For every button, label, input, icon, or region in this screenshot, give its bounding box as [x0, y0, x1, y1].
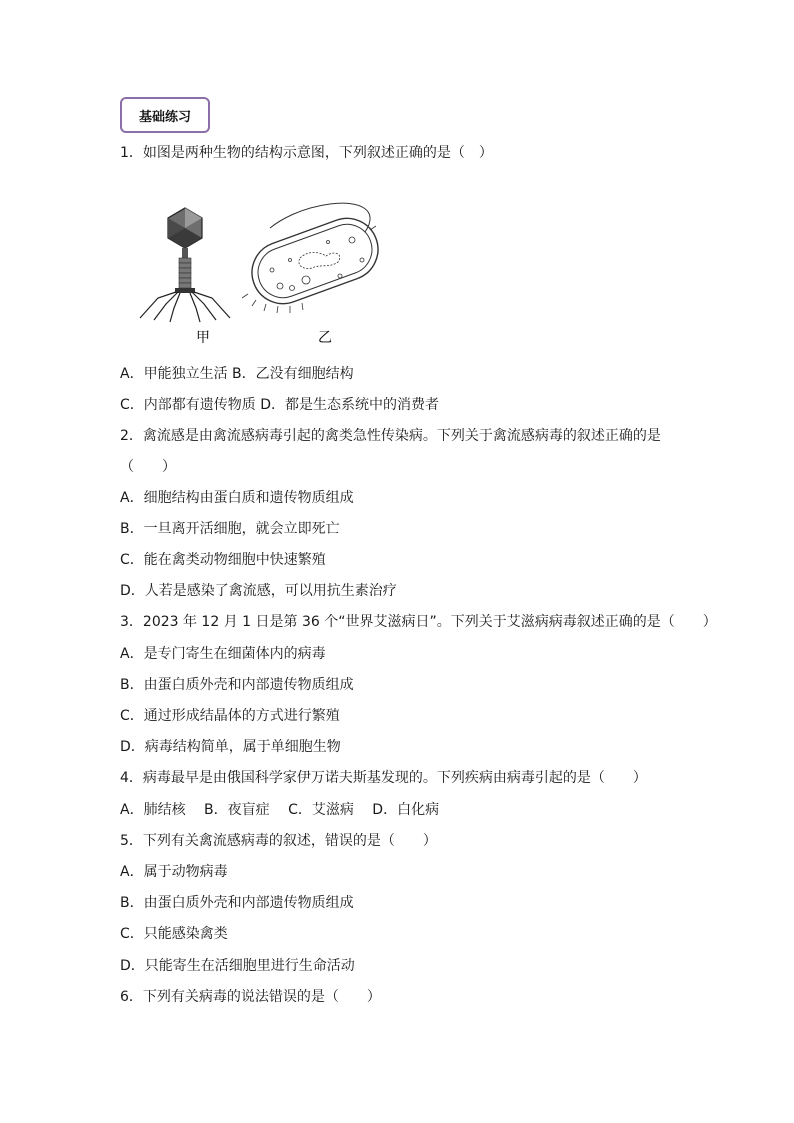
section-title-badge: 基础练习: [120, 97, 210, 133]
question-2-option-d: D．人若是感染了禽流感，可以用抗生素治疗: [120, 583, 397, 599]
question-1-stem: 1．如图是两种生物的结构示意图，下列叙述正确的是（ ）: [120, 145, 493, 161]
figure-label-b: 乙: [318, 330, 332, 346]
question-1-options-ab: A．甲能独立生活 B．乙没有细胞结构: [120, 366, 354, 382]
question-2-bracket: （ ）: [120, 459, 176, 475]
question-5-option-b: B．由蛋白质外壳和内部遗传物质组成: [120, 895, 354, 911]
question-6-stem: 6．下列有关病毒的说法错误的是（ ）: [120, 989, 381, 1005]
question-1-options-cd: C．内部都有遗传物质 D．都是生态系统中的消费者: [120, 397, 440, 413]
question-3-option-d: D．病毒结构简单，属于单细胞生物: [120, 739, 341, 755]
question-5-option-d: D．只能寄生在活细胞里进行生命活动: [120, 958, 355, 974]
question-2-option-a: A．细胞结构由蛋白质和遗传物质组成: [120, 490, 354, 506]
figure-label-a: 甲: [196, 330, 210, 346]
bacterium-icon: [242, 203, 387, 313]
question-2-option-b: B．一旦离开活细胞，就会立即死亡: [120, 521, 340, 537]
question-3-option-c: C．通过形成结晶体的方式进行繁殖: [120, 708, 340, 724]
virus-bacterium-figure: [130, 190, 390, 350]
bacteriophage-icon: [140, 208, 230, 322]
question-5-stem: 5．下列有关禽流感病毒的叙述，错误的是（ ）: [120, 833, 437, 849]
question-4-options: A．肺结核 B．夜盲症 C．艾滋病 D．白化病: [120, 802, 440, 818]
question-5-option-c: C．只能感染禽类: [120, 926, 228, 942]
question-3-stem: 3．2023 年 12 月 1 日是第 36 个“世界艾滋病日”。下列关于艾滋病病毒叙述正确的是（ ）: [120, 614, 717, 630]
question-4-stem: 4．病毒最早是由俄国科学家伊万诺夫斯基发现的。下列疾病由病毒引起的是（ ）: [120, 770, 647, 786]
question-2-stem: 2．禽流感是由禽流感病毒引起的禽类急性传染病。下列关于禽流感病毒的叙述正确的是: [120, 428, 661, 444]
question-3-option-b: B．由蛋白质外壳和内部遗传物质组成: [120, 677, 354, 693]
question-2-option-c: C．能在禽类动物细胞中快速繁殖: [120, 552, 326, 568]
question-3-option-a: A．是专门寄生在细菌体内的病毒: [120, 646, 326, 662]
question-5-option-a: A．属于动物病毒: [120, 864, 228, 880]
figure-drawing: [130, 190, 390, 350]
